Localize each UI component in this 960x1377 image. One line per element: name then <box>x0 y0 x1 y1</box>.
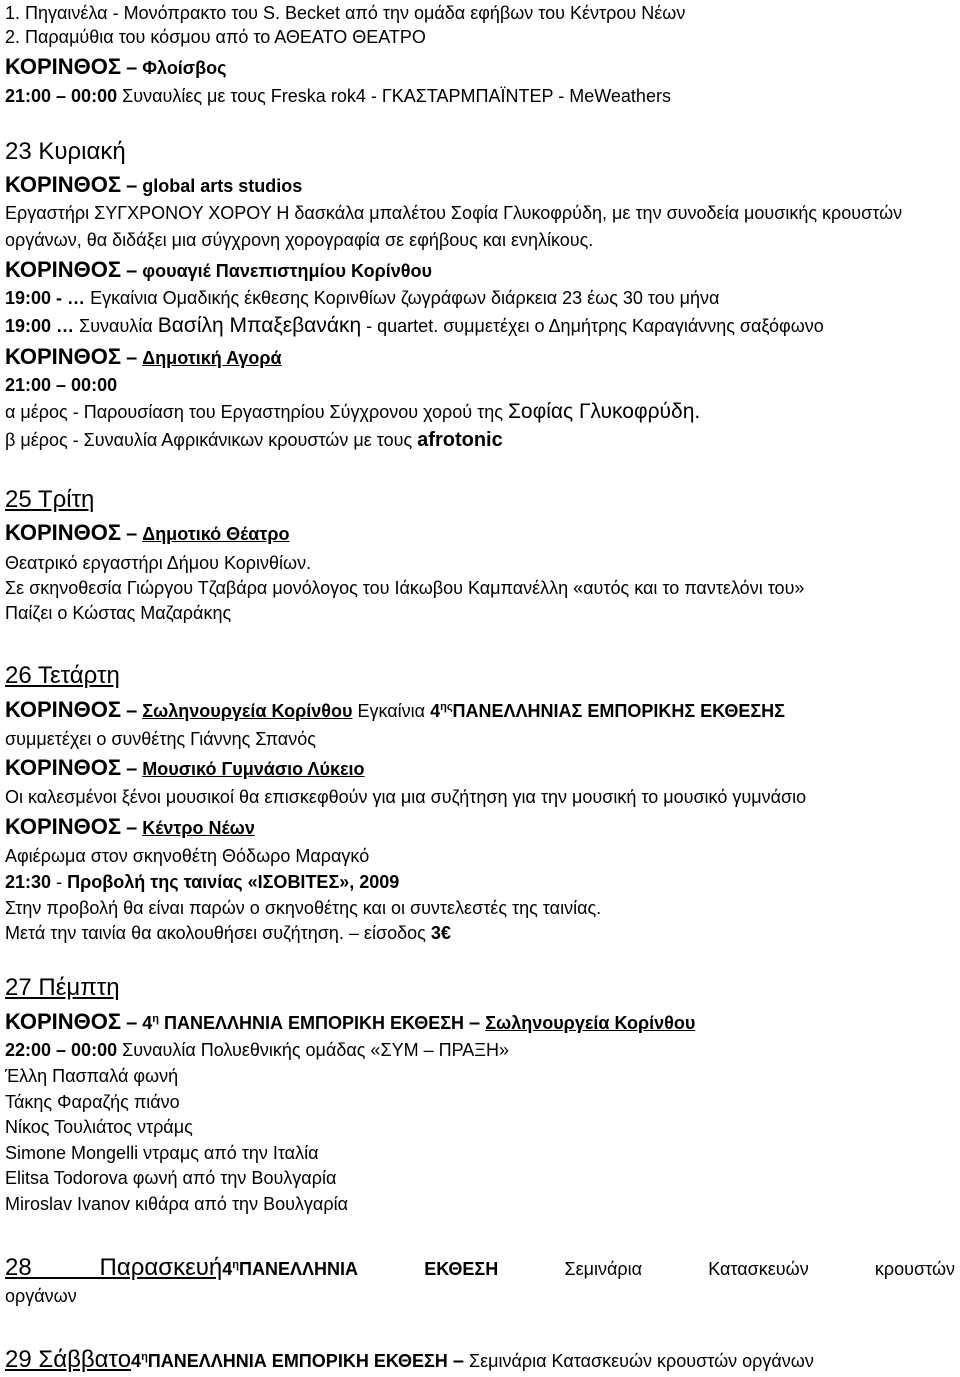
venue-separator: – <box>126 817 138 839</box>
screening-title: Προβολή της ταινίας «ΙΣΟΒΙΤΕΣ», 2009 <box>67 872 400 892</box>
theatre-line-1: Θεατρικό εργαστήρι Δήμου Κορινθίων. <box>5 553 312 573</box>
venue-line-youth-centre <box>5 814 255 840</box>
venue-name: Κέντρο Νέων <box>142 818 255 838</box>
entry-price: 3€ <box>430 923 451 943</box>
screening-note-2: Μετά την ταινία θα ακολουθήσει συζήτηση. <box>5 923 344 943</box>
exhibition-title: ΠΑΝΕΛΛΗΝΙΑΣ ΕΜΠΟΡΙΚΗΣ ΕΚΘΕΣΗΣ <box>452 701 785 721</box>
musician-item: Έλλη Πασπαλά φωνή <box>5 1066 179 1086</box>
musician-item: Elitsa Todorova φωνή από την Βουλγαρία <box>5 1168 337 1188</box>
venue-line-foyer <box>5 257 432 283</box>
venue-separator: – <box>126 175 138 197</box>
venue-name: Δημοτικό Θέατρο <box>142 524 290 544</box>
venue-separator-2: – <box>469 1012 481 1034</box>
tribute-line: Αφιέρωμα στον σκηνοθέτη Θόδωρο Μαραγκό <box>5 846 370 866</box>
venue-line-exhibition <box>5 1009 695 1035</box>
part-a-highlight: Σοφίας Γλυκοφρύδη. <box>507 400 701 423</box>
music-school-text: Οι καλεσμένοι ξένοι μουσικοί θα επισκεφθούν για μια συζήτηση για την μουσική το μουσικό γυμνάσιο <box>5 787 807 807</box>
venue-name: φουαγιέ Πανεπιστημίου Κορίνθου <box>142 261 432 281</box>
venue-city: ΚΟΡΙΝΘΟΣ <box>5 520 122 545</box>
venue-name: Δημοτική Αγορά <box>142 348 282 368</box>
concert-time: 22:00 – 00:00 <box>5 1040 118 1060</box>
workshop-description-line-2: οργάνων, θα διδάξει μια σύγχρονη χορογραφία σε εφήβους και ενηλίκους. <box>5 230 594 250</box>
day-heading-28: 28 Παρασκευή <box>5 1255 223 1281</box>
seminar-text-line-2: οργάνων <box>5 1286 77 1306</box>
day-heading-23: 23 Κυριακή <box>5 138 126 165</box>
musician-item: Τάκης Φαραζής πιάνο <box>5 1092 180 1112</box>
screening-line <box>5 869 399 895</box>
venue-city: ΚΟΡΙΝΘΟΣ <box>5 54 122 79</box>
venue-separator: – <box>126 758 138 780</box>
part-a-line <box>5 399 700 425</box>
venue-separator: – <box>126 57 138 79</box>
venue-separator: – <box>126 260 138 282</box>
event-time: 19:00 … <box>5 316 75 336</box>
venue-line-music-school <box>5 755 365 781</box>
intro-item-2: 2. Παραμύθια του κόσμου από το ΑΘΕΑΤΟ ΘΕΑΤΡΟ <box>5 27 426 47</box>
day-28-line <box>5 1255 955 1281</box>
workshop-description-line-1: Εργαστήρι ΣΥΓΧΡΟΝΟΥ ΧΟΡΟΥ Η δασκάλα μπαλέτου Σοφία Γλυκοφρύδη, με την συνοδεία μουσικής κρουστών <box>5 203 903 223</box>
day-heading-27: 27 Πέμπτη <box>5 974 120 1001</box>
exhibition-title: ΠΑΝΕΛΛΗΝΙΑ ΕΚΘΕΣΗ <box>239 1259 499 1279</box>
day-heading-29: 29 Σάββατο <box>5 1346 132 1373</box>
venue-city: ΚΟΡΙΝΘΟΣ <box>5 1009 122 1034</box>
concert-text: Συναυλία Πολυεθνικής ομάδας «ΣΥΜ – ΠΡΑΞΗ» <box>122 1040 509 1060</box>
venue-separator: – <box>126 523 138 545</box>
venue-name: Μουσικό Γυμνάσιο Λύκειο <box>142 759 365 779</box>
event-text: Συναυλία <box>79 316 153 336</box>
exhibition-ordinal: 4 <box>131 1351 142 1371</box>
opening-label: Εγκαίνια <box>357 701 426 721</box>
venue-name: global arts studios <box>142 176 303 196</box>
concert-event-line <box>5 313 824 339</box>
screening-time: 21:30 <box>5 872 52 892</box>
exhibition-title: ΠΑΝΕΛΛΗΝΙΑ ΕΜΠΟΡΙΚΗ ΕΚΘΕΣΗ <box>147 1351 448 1371</box>
exhibition-ordinal: 4 <box>222 1259 233 1279</box>
day-heading-25: 25 Τρίτη <box>5 486 95 513</box>
event-text: Συναυλίες με τους Freska rok4 - ΓΚΑΣΤΑΡΜΠΑΪΝΤΕΡ - MeWeathers <box>122 86 671 106</box>
exhibition-ordinal-suffix: η <box>141 1351 148 1364</box>
musician-item: Simone Mongelli ντραμς από την Ιταλία <box>5 1143 319 1163</box>
theatre-line-2: Σε σκηνοθεσία Γιώργου Τζαβάρα μονόλογος του Ιάκωβου Καμπανέλλη «αυτός και το παντελόνι του» <box>5 578 805 598</box>
intro-item-1: 1. Πηγαινέλα - Μονόπρακτο του S. Becket από την ομάδα εφήβων του Κέντρου Νέων <box>5 3 686 23</box>
exhibition-ordinal: 4 <box>430 701 441 721</box>
venue-separator: – <box>126 1012 138 1034</box>
venue-city: ΚΟΡΙΝΘΟΣ <box>5 172 122 197</box>
venue-line-global-arts <box>5 172 302 198</box>
part-b-highlight: afrotonic <box>417 429 503 451</box>
venue-line-market <box>5 344 282 370</box>
exhibition-title: ΠΑΝΕΛΛΗΝΙΑ ΕΜΠΟΡΙΚΗ ΕΚΘΕΣΗ <box>164 1013 465 1033</box>
venue-name: Σωληνουργεία Κορίνθου <box>142 701 353 721</box>
event-line <box>5 83 671 109</box>
seminar-text: Σεμινάρια Κατασκευών κρουστών οργάνων <box>468 1351 814 1371</box>
venue-city: ΚΟΡΙΝΘΟΣ <box>5 344 122 369</box>
venue-separator: – <box>126 700 138 722</box>
venue-city: ΚΟΡΙΝΘΟΣ <box>5 257 122 282</box>
part-b-text: β μέρος - Συναυλία Αφρικάνικων κρουστών με τους <box>5 430 413 450</box>
event-text: Εγκαίνια Ομαδικής έκθεσης Κορινθίων ζωγράφων διάρκεια 23 έως 30 του μήνα <box>90 288 720 308</box>
exhibition-ordinal: 4 <box>142 1013 153 1033</box>
concert-line <box>5 1037 509 1063</box>
theatre-line-3: Παίζει ο Κώστας Μαζαράκης <box>5 603 232 623</box>
venue-separator: – <box>126 347 138 369</box>
venue-name: Σωληνουργεία Κορίνθου <box>485 1013 696 1033</box>
separator: – <box>452 1350 464 1372</box>
exhibition-ordinal-suffix: η <box>152 1013 159 1026</box>
screening-time-separator: - <box>56 872 63 892</box>
musician-item: Νίκος Τουλιάτος ντράμς <box>5 1117 193 1137</box>
event-text-after: - quartet. συμμετέχει ο Δημήτρης Καραγιάννης σαξόφωνο <box>366 316 824 336</box>
part-b-line <box>5 427 503 453</box>
day-29-line <box>5 1347 814 1373</box>
pipeworks-note: συμμετέχει ο συνθέτης Γιάννης Σπανός <box>5 729 316 749</box>
screening-note-2-line <box>5 920 451 946</box>
entry-label: – είσοδος <box>348 923 426 943</box>
venue-city: ΚΟΡΙΝΘΟΣ <box>5 755 122 780</box>
event-time: 21:00 – 00:00 <box>5 86 118 106</box>
exhibition-event-line <box>5 285 719 311</box>
exhibition-ordinal-suffix: ης <box>440 701 453 714</box>
venue-city: ΚΟΡΙΝΘΟΣ <box>5 814 122 839</box>
musician-item: Miroslav Ivanov κιθάρα από την Βουλγαρία <box>5 1194 348 1214</box>
venue-line-theatre <box>5 520 290 546</box>
seminar-text-line-1: Σεμινάρια Κατασκευών κρουστών <box>564 1259 955 1279</box>
screening-note-1: Στην προβολή θα είναι παρών ο σκηνοθέτης και οι συντελεστές της ταινίας. <box>5 898 602 918</box>
part-a-text: α μέρος - Παρουσίαση του Εργαστηρίου Σύγχρονου χορού της <box>5 402 503 422</box>
venue-line-pipeworks <box>5 697 785 723</box>
performer-name: Βασίλη Μπαξεβανάκη <box>157 314 362 337</box>
event-time-line: 21:00 – 00:00 <box>5 375 118 395</box>
day-heading-26: 26 Τετάρτη <box>5 662 120 689</box>
event-time: 19:00 - … <box>5 288 86 308</box>
venue-name: Φλοίσβος <box>142 58 227 78</box>
venue-line-flisvos <box>5 54 226 80</box>
exhibition-ordinal-suffix: η <box>232 1259 240 1272</box>
venue-city: ΚΟΡΙΝΘΟΣ <box>5 697 122 722</box>
